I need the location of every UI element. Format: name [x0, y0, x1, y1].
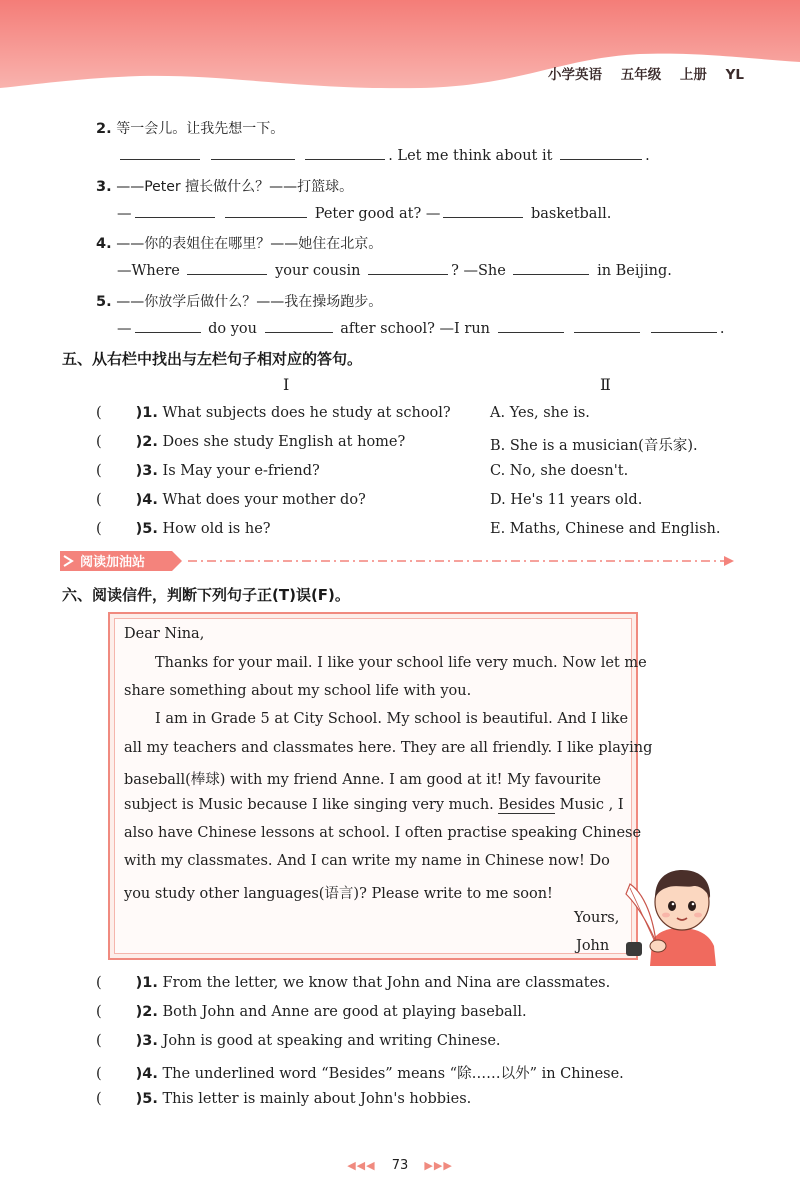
reading-banner-label: 阅读加油站	[80, 555, 146, 570]
blank[interactable]	[560, 146, 642, 160]
arrow-left-icon: ◀◀◀	[347, 1159, 376, 1172]
header-grade: 五年级	[620, 67, 662, 83]
column-2-heading: Ⅱ	[600, 375, 611, 394]
page-number: 73	[391, 1158, 409, 1173]
q4-4-answer: —Where your cousin ? —She in Beijing.	[117, 263, 672, 279]
tf-question-2[interactable]: ( )2. Both John and Anne are good at playing baseball.	[96, 1004, 527, 1020]
page-footer	[0, 1158, 800, 1173]
blank[interactable]	[225, 204, 307, 218]
answer-option-a: A. Yes, she is.	[490, 405, 590, 421]
letter-line: also have Chinese lessons at school. I often practise speaking Chinese	[124, 825, 642, 841]
q4-4-prompt: 4. ——你的表姐住在哪里？——她住在北京。	[96, 236, 383, 252]
blank[interactable]	[651, 319, 717, 333]
q4-5-prompt: 5. ——你放学后做什么？——我在操场跑步。	[96, 294, 383, 310]
letter-line: all my teachers and classmates here. They are all friendly. I like playing	[124, 740, 653, 756]
match-item-2[interactable]: ( )2. Does she study English at home?	[96, 434, 406, 450]
q4-3-answer: — Peter good at? — basketball.	[117, 206, 612, 222]
header-subject-info	[534, 63, 744, 83]
boy-writing-illustration	[622, 862, 728, 966]
letter-line: I am in Grade 5 at City School. My school is beautiful. And I like	[155, 711, 629, 727]
header-subject: 小学英语	[548, 67, 602, 83]
q4-5-answer: — do you after school? —I run .	[117, 321, 725, 337]
tf-question-3[interactable]: ( )3. John is good at speaking and writing Chinese.	[96, 1033, 501, 1049]
match-item-3[interactable]: ( )3. Is May your e-friend?	[96, 463, 320, 479]
reading-banner	[60, 548, 740, 574]
section-5-title: 五、从右栏中找出与左栏句子相对应的答句。	[62, 350, 363, 368]
tf-question-4[interactable]: ( )4. The underlined word “Besides” means “除……以外” in Chinese.	[96, 1066, 624, 1082]
header-wave	[0, 0, 800, 100]
blank[interactable]	[368, 261, 448, 275]
blank[interactable]	[498, 319, 564, 333]
blank[interactable]	[187, 261, 267, 275]
letter-signature: John	[576, 938, 610, 954]
header-edition: YL	[725, 67, 744, 83]
q4-3-prompt: 3. ——Peter 擅长做什么？——打篮球。	[96, 179, 354, 195]
blank[interactable]	[513, 261, 589, 275]
answer-option-b: B. She is a musician(音乐家).	[490, 438, 698, 454]
blank[interactable]	[135, 204, 215, 218]
blank[interactable]	[574, 319, 640, 333]
answer-option-d: D. He's 11 years old.	[490, 492, 643, 508]
blank[interactable]	[211, 146, 295, 160]
section-6-title: 六、阅读信件，判断下列句子正(T)误(F)。	[62, 586, 350, 604]
letter-line: Thanks for your mail. I like your school life very much. Now let me	[155, 655, 647, 671]
blank[interactable]	[265, 319, 333, 333]
letter-line: share something about my school life with you.	[124, 683, 472, 699]
q4-2-prompt: 2. 等一会儿。让我先想一下。	[96, 121, 285, 137]
letter-line: baseball(棒球) with my friend Anne. I am good at it! My favourite	[124, 772, 601, 788]
header-volume: 上册	[679, 67, 707, 83]
blank[interactable]	[135, 319, 201, 333]
letter-line: with my classmates. And I can write my name in Chinese now! Do	[124, 853, 610, 869]
underlined-word: Besides	[498, 797, 556, 813]
letter-greeting: Dear Nina,	[124, 626, 205, 642]
match-item-1[interactable]: ( )1. What subjects does he study at school?	[96, 405, 451, 421]
tf-question-5[interactable]: ( )5. This letter is mainly about John's hobbies.	[96, 1091, 472, 1107]
blank[interactable]	[305, 146, 385, 160]
blank[interactable]	[443, 204, 523, 218]
blank[interactable]	[120, 146, 200, 160]
letter-line: subject is Music because I like singing very much. Besides Music , I	[124, 797, 624, 813]
tf-question-1[interactable]: ( )1. From the letter, we know that John and Nina are classmates.	[96, 975, 611, 991]
letter-line: you study other languages(语言)? Please write to me soon!	[124, 886, 553, 902]
match-item-4[interactable]: ( )4. What does your mother do?	[96, 492, 366, 508]
match-item-5[interactable]: ( )5. How old is he?	[96, 521, 271, 537]
answer-option-e: E. Maths, Chinese and English.	[490, 521, 721, 537]
q4-2-answer: . Let me think about it .	[117, 146, 650, 164]
column-1-heading: Ⅰ	[283, 375, 290, 394]
arrow-right-icon: ▶▶▶	[424, 1159, 453, 1172]
answer-option-c: C. No, she doesn't.	[490, 463, 629, 479]
letter-closing: Yours,	[574, 910, 620, 926]
